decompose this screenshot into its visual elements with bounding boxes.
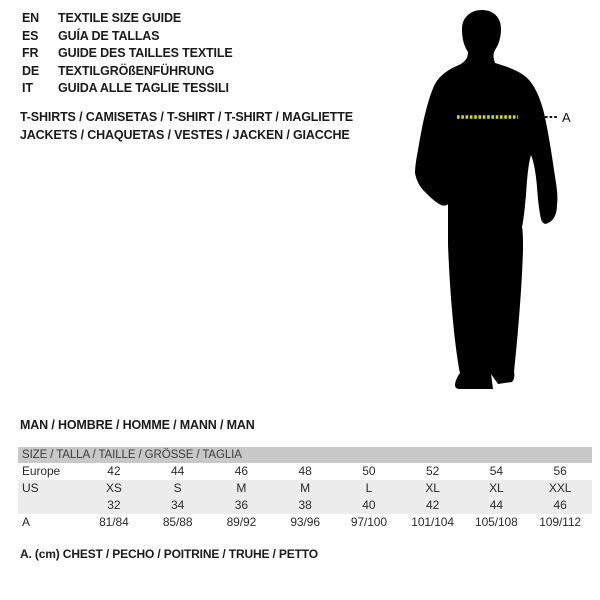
size-cell: XL	[489, 481, 504, 495]
size-cell: 32	[107, 498, 121, 512]
size-cell: 38	[298, 498, 312, 512]
language-title-list	[22, 11, 233, 99]
size-cell: 109/112	[539, 515, 582, 529]
table-row-us-letters	[18, 480, 592, 497]
size-table	[18, 447, 592, 531]
category-line-tshirts: T-SHIRTS / CAMISETAS / T-SHIRT / T-SHIRT / MAGLIETTE	[20, 110, 353, 124]
size-cell: 97/100	[350, 515, 387, 529]
row-label	[18, 497, 82, 514]
man-silhouette	[415, 10, 557, 389]
size-cell: 46	[234, 464, 248, 478]
category-list	[20, 109, 353, 144]
size-cell: L	[365, 481, 373, 495]
size-cell: 46	[553, 498, 567, 512]
language-title: TEXTILGRÖßENFÜHRUNG	[58, 63, 215, 78]
size-cell: 36	[234, 498, 248, 512]
size-cell: 54	[489, 464, 503, 478]
size-cell: 89/92	[226, 515, 257, 529]
language-title: GUIDE DES TAILLES TEXTILE	[58, 46, 233, 61]
row-label: A	[22, 515, 30, 529]
language-code: DE	[22, 63, 40, 78]
size-cell: 93/96	[290, 515, 320, 529]
size-cell: 42	[426, 498, 440, 512]
measurement-footnote: A. (cm) CHEST / PECHO / POITRINE / TRUHE / PETTO	[20, 547, 318, 561]
language-code: ES	[22, 28, 39, 43]
section-title: MAN / HOMBRE / HOMME / MANN / MAN	[20, 418, 255, 432]
table-row-chest-cm	[18, 514, 592, 531]
size-cell: M	[300, 481, 311, 495]
category-line-jackets: JACKETS / CHAQUETAS / VESTES / JACKEN / GIACCHE	[20, 127, 350, 142]
language-code: FR	[22, 46, 39, 61]
size-cell: 81/84	[99, 515, 129, 529]
table-header: SIZE / TALLA / TAILLE / GRÖSSE / TAGLIA	[18, 447, 592, 463]
language-title: TEXTILE SIZE GUIDE	[58, 11, 182, 25]
size-cell: XXL	[548, 481, 572, 495]
language-row	[22, 81, 233, 99]
language-code: EN	[22, 11, 40, 25]
size-cell: 52	[426, 464, 440, 478]
language-title: GUÍA DE TALLAS	[58, 28, 160, 43]
size-cell: 105/108	[475, 515, 518, 529]
language-code: IT	[22, 81, 33, 96]
table-row-europe	[18, 463, 592, 480]
size-cell: XS	[105, 481, 122, 495]
language-row	[22, 11, 233, 29]
language-row	[22, 29, 233, 47]
size-cell: M	[236, 481, 247, 495]
size-cell: S	[173, 481, 182, 495]
language-row	[22, 64, 233, 82]
measure-label-a: A	[562, 110, 571, 125]
row-label: US	[22, 481, 39, 495]
size-cell: 50	[362, 464, 376, 478]
size-cell: 42	[107, 464, 121, 478]
table-row-us-numbers	[18, 497, 592, 514]
size-cell: 40	[362, 498, 376, 512]
size-cell: 56	[553, 464, 567, 478]
man-figure	[405, 5, 575, 395]
size-cell: XL	[425, 481, 440, 495]
size-cell: 85/88	[162, 515, 193, 529]
size-cell: 34	[171, 498, 185, 512]
row-label: Europe	[22, 464, 61, 478]
size-cell: 48	[298, 464, 312, 478]
language-row	[22, 46, 233, 64]
size-cell: 44	[489, 498, 503, 512]
size-cell: 101/104	[411, 515, 454, 529]
size-cell: 44	[171, 464, 185, 478]
language-title: GUIDA ALLE TAGLIE TESSILI	[58, 81, 229, 96]
